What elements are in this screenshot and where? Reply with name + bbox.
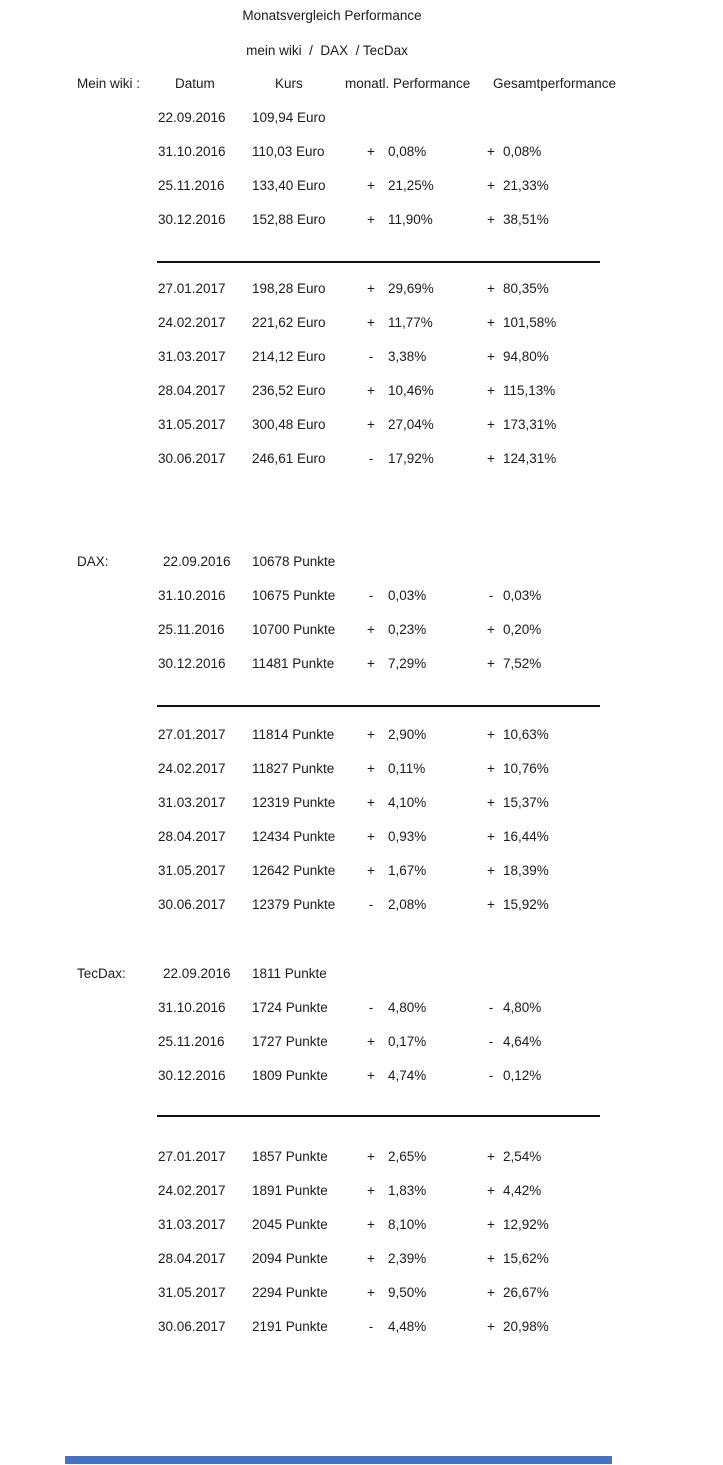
date-cell: 30.12.2016 [158,212,226,227]
total-sign: + [487,144,495,159]
monthly-sign: + [367,281,375,296]
total-sign: + [487,1319,495,1334]
date-cell: 28.04.2017 [158,383,226,398]
monthly-value: 21,25% [388,178,434,193]
monthly-value: 11,77% [388,315,433,330]
monthly-value: 0,08% [388,144,427,159]
total-sign: + [487,451,495,466]
table-row [0,965,723,983]
date-cell: 24.02.2017 [158,761,226,776]
price-cell: 152,88 Euro [252,212,326,227]
price-cell: 2094 Punkte [252,1251,328,1266]
total-value: 101,58% [503,315,557,330]
price-cell: 300,48 Euro [252,417,326,432]
total-sign: + [487,656,495,671]
price-cell: 12434 Punkte [252,829,336,844]
table-row [0,450,723,468]
date-cell: 30.06.2017 [158,451,226,466]
monthly-sign: + [367,144,375,159]
total-value: 4,42% [503,1183,542,1198]
section-label: DAX: [77,554,109,569]
date-cell: 30.06.2017 [158,1319,226,1334]
total-sign: + [487,1251,495,1266]
total-value: 15,62% [503,1251,549,1266]
monthly-sign: + [367,727,375,742]
monthly-sign: - [368,349,374,364]
table-row [0,1148,723,1166]
table-row [0,1182,723,1200]
date-cell: 31.10.2016 [158,1000,226,1015]
date-cell: 25.11.2016 [158,1034,225,1049]
monthly-value: 9,50% [388,1285,427,1300]
monthly-sign: + [367,1217,375,1232]
date-cell: 30.12.2016 [158,656,226,671]
total-sign: - [488,1000,494,1015]
monthly-value: 0,23% [388,622,427,637]
total-value: 21,33% [503,178,549,193]
section-divider-line [157,705,600,707]
date-cell: 30.12.2016 [158,1068,226,1083]
monthly-value: 2,08% [388,897,427,912]
price-cell: 10675 Punkte [252,588,336,603]
total-value: 12,92% [503,1217,549,1232]
monthly-value: 29,69% [388,281,434,296]
table-header-row [0,75,723,93]
table-row [0,553,723,571]
total-value: 80,35% [503,281,549,296]
header-datum: Datum [175,76,215,91]
monthly-sign: + [367,1068,375,1083]
monthly-value: 8,10% [388,1217,427,1232]
section-divider-line [157,1115,600,1117]
monthly-sign: + [367,315,375,330]
monthly-sign: + [367,383,375,398]
monthly-sign: + [367,656,375,671]
table-row [0,1067,723,1085]
table-row [0,143,723,161]
price-cell: 133,40 Euro [252,178,326,193]
header-monatl-performance: monatl. Performance [345,76,471,91]
price-cell: 110,03 Euro [252,144,325,159]
monthly-value: 4,10% [388,795,427,810]
total-sign: + [487,178,495,193]
price-cell: 2191 Punkte [252,1319,328,1334]
total-value: 15,37% [503,795,549,810]
total-sign: - [488,1068,494,1083]
monthly-sign: + [367,1285,375,1300]
total-sign: - [488,588,494,603]
total-sign: + [487,897,495,912]
monthly-sign: + [367,417,375,432]
price-cell: 12379 Punkte [252,897,336,912]
price-cell: 1727 Punkte [252,1034,328,1049]
section-divider-line [157,261,600,263]
price-cell: 246,61 Euro [252,451,326,466]
monthly-value: 0,17% [388,1034,427,1049]
monthly-value: 1,83% [388,1183,427,1198]
date-cell: 31.05.2017 [158,863,226,878]
monthly-sign: + [367,1183,375,1198]
bottom-blue-bar [65,1456,612,1464]
date-cell: 22.09.2016 [163,966,231,981]
date-cell: 31.03.2017 [158,795,226,810]
total-sign: + [487,795,495,810]
date-cell: 24.02.2017 [158,315,226,330]
monthly-sign: + [367,178,375,193]
table-row [0,1284,723,1302]
price-cell: 1809 Punkte [252,1068,328,1083]
total-sign: + [487,417,495,432]
total-sign: + [487,1285,495,1300]
monthly-value: 4,80% [388,1000,427,1015]
monthly-sign: + [367,1034,375,1049]
price-cell: 221,62 Euro [252,315,326,330]
table-row [0,760,723,778]
table-row [0,1250,723,1268]
date-cell: 31.10.2016 [158,144,226,159]
total-sign: + [487,383,495,398]
table-row [0,587,723,605]
total-sign: + [487,1217,495,1232]
monthly-value: 2,65% [388,1149,427,1164]
table-row [0,655,723,673]
monthly-value: 3,38% [388,349,427,364]
section-label-mein-wiki: Mein wiki : [77,76,141,91]
date-cell: 30.06.2017 [158,897,226,912]
total-value: 10,76% [503,761,549,776]
table-row [0,1318,723,1336]
total-sign: - [488,1034,494,1049]
total-value: 0,03% [503,588,542,603]
total-value: 18,39% [503,863,549,878]
total-sign: + [487,281,495,296]
price-cell: 10700 Punkte [252,622,336,637]
section-label: TecDax: [77,966,126,981]
monthly-value: 11,90% [388,212,433,227]
table-row [0,348,723,366]
total-sign: + [487,349,495,364]
monthly-value: 4,48% [388,1319,427,1334]
monthly-value: 27,04% [388,417,434,432]
total-value: 10,63% [503,727,549,742]
total-value: 0,08% [503,144,542,159]
monthly-value: 0,11% [388,761,426,776]
total-value: 26,67% [503,1285,549,1300]
total-sign: + [487,1149,495,1164]
monthly-sign: - [368,1319,374,1334]
date-cell: 25.11.2016 [158,622,225,637]
date-cell: 27.01.2017 [158,281,226,296]
total-value: 0,12% [503,1068,542,1083]
monthly-sign: - [368,897,374,912]
date-cell: 31.05.2017 [158,417,226,432]
total-value: 16,44% [503,829,549,844]
table-row [0,896,723,914]
total-sign: + [487,212,495,227]
date-cell: 28.04.2017 [158,829,226,844]
table-row [0,794,723,812]
monthly-value: 4,74% [388,1068,427,1083]
header-gesamtperformance: Gesamtperformance [493,76,617,91]
price-cell: 10678 Punkte [252,554,336,569]
price-cell: 236,52 Euro [252,383,326,398]
monthly-sign: + [367,1149,375,1164]
total-value: 15,92% [503,897,549,912]
price-cell: 12319 Punkte [252,795,336,810]
price-cell: 2045 Punkte [252,1217,328,1232]
price-cell: 109,94 Euro [252,110,326,125]
table-row [0,1033,723,1051]
monthly-sign: - [368,588,374,603]
price-cell: 1891 Punkte [252,1183,328,1198]
monthly-sign: + [367,863,375,878]
total-value: 0,20% [503,622,542,637]
page-title: Monatsvergleich Performance [242,8,422,23]
table-row [0,726,723,744]
total-value: 2,54% [503,1149,542,1164]
total-value: 7,52% [503,656,542,671]
table-row [0,211,723,229]
total-value: 94,80% [503,349,549,364]
monthly-sign: + [367,1251,375,1266]
total-value: 38,51% [503,212,549,227]
date-cell: 28.04.2017 [158,1251,226,1266]
total-sign: + [487,315,495,330]
price-cell: 11481 Punkte [252,656,335,671]
date-cell: 27.01.2017 [158,1149,226,1164]
table-row [0,416,723,434]
price-cell: 11827 Punkte [252,761,335,776]
monthly-value: 2,39% [388,1251,427,1266]
table-row [0,621,723,639]
monthly-sign: - [368,1000,374,1015]
header-kurs: Kurs [275,76,303,91]
monthly-sign: + [367,212,375,227]
price-cell: 12642 Punkte [252,863,336,878]
table-row [0,109,723,127]
total-value: 173,31% [503,417,557,432]
page-subtitle: mein wiki / DAX / TecDax [246,43,408,58]
total-value: 4,80% [503,1000,542,1015]
price-cell: 2294 Punkte [252,1285,328,1300]
total-sign: + [487,727,495,742]
monthly-sign: + [367,622,375,637]
date-cell: 31.03.2017 [158,349,226,364]
total-sign: + [487,863,495,878]
price-cell: 214,12 Euro [252,349,326,364]
total-sign: + [487,829,495,844]
monthly-value: 0,03% [388,588,427,603]
total-value: 124,31% [503,451,557,466]
date-cell: 31.10.2016 [158,588,226,603]
table-row [0,999,723,1017]
price-cell: 1811 Punkte [252,966,327,981]
monthly-value: 10,46% [388,383,434,398]
table-row [0,314,723,332]
total-value: 20,98% [503,1319,549,1334]
monthly-value: 17,92% [388,451,434,466]
total-value: 4,64% [503,1034,542,1049]
date-cell: 31.03.2017 [158,1217,226,1232]
total-sign: + [487,1183,495,1198]
date-cell: 27.01.2017 [158,727,226,742]
table-row [0,177,723,195]
price-cell: 1724 Punkte [252,1000,328,1015]
monthly-sign: + [367,829,375,844]
monthly-sign: - [368,451,374,466]
total-sign: + [487,761,495,776]
price-cell: 198,28 Euro [252,281,326,296]
price-cell: 1857 Punkte [252,1149,328,1164]
table-row [0,382,723,400]
date-cell: 24.02.2017 [158,1183,226,1198]
total-value: 115,13% [503,383,556,398]
date-cell: 22.09.2016 [163,554,231,569]
table-row [0,828,723,846]
price-cell: 11814 Punkte [252,727,335,742]
monthly-value: 0,93% [388,829,427,844]
date-cell: 22.09.2016 [158,110,226,125]
total-sign: + [487,622,495,637]
monthly-value: 2,90% [388,727,427,742]
table-row [0,862,723,880]
monthly-sign: + [367,795,375,810]
monthly-sign: + [367,761,375,776]
table-row [0,1216,723,1234]
monthly-value: 7,29% [388,656,427,671]
monthly-value: 1,67% [388,863,427,878]
table-row [0,280,723,298]
date-cell: 25.11.2016 [158,178,225,193]
date-cell: 31.05.2017 [158,1285,226,1300]
